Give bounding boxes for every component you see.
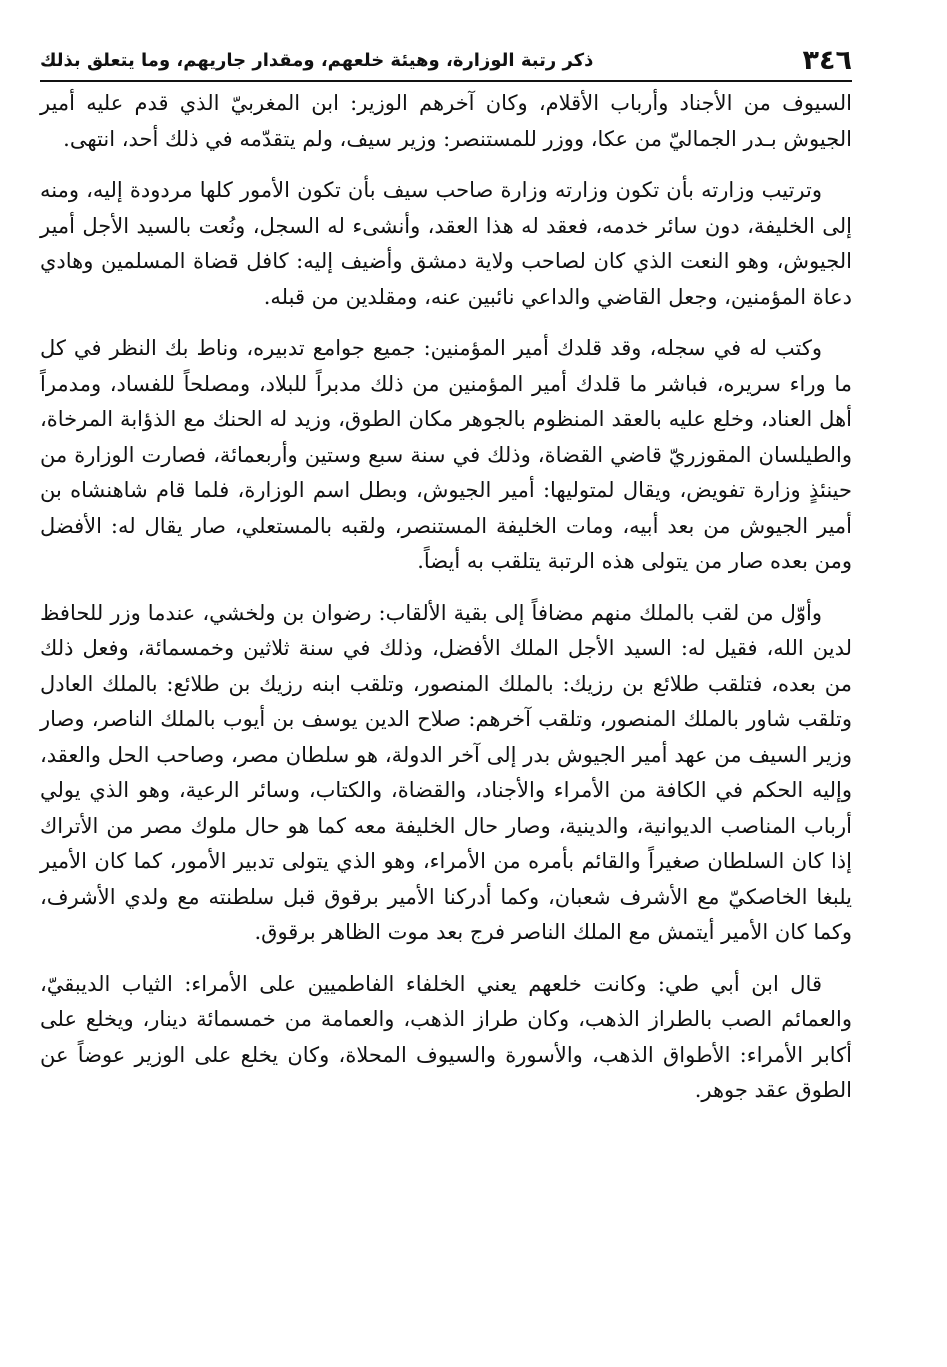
body-text [40,86,852,1109]
page-header [40,40,852,82]
running-title: ذكر رتبة الوزارة، وهيئة خلعهم، ومقدار جاريهم، وما يتعلق بذلك [40,49,594,71]
paragraph: وكتب له في سجله، وقد قلدك أمير المؤمنين: جميع جوامع تدبيره، وناط بك النظر في كل ما وراء سريره، فباشر ما قلدك أمير المؤمنين من ذلك مدبراً للبلاد، ومصلحاً للفساد، ومدمراً أهل العناد، وخلع عليه بالعقد المنظوم بالجوهر مكان الطوق، وزيد له الحنك مع الذؤابة المرخاة، والطيلسان المقوزريّ قاضي القضاة، وذلك في سنة سبع وستين وأربعمائة، فصارت الوزارة من حينئذٍ وزارة تفويض، ويقال لمتوليها: أمير الجيوش، وبطل اسم الوزارة، فلما قام شاهنشاه بن أمير الجيوش من بعد أبيه، ومات الخليفة المستنصر، ولقبه بالمستعلي، صار يقال له: الأفضل ومن بعده صار من يتولى هذه الرتبة يتلقب به أيضاً. [40,336,852,573]
paragraph: وترتيب وزارته بأن تكون وزارته وزارة صاحب سيف بأن تكون الأمور كلها مردودة إليه، ومنه إلى الخليفة، دون سائر خدمه، فعقد له هذا العقد، وأنشىء له السجل، ونُعت بالسيد الأجل أمير الجيوش، وهو النعت الذي كان لصاحب ولاية دمشق وأضيف إليه: كافل قضاة المسلمين وهادي دعاة المؤمنين، وجعل القاضي والداعي نائبين عنه، ومقلدين من قبله. [40,178,852,309]
paragraph: السيوف من الأجناد وأرباب الأقلام، وكان آخرهم الوزير: ابن المغربيّ الذي قدم عليه أمير الجيوش بـدر الجماليّ من عكا، ووزر للمستنصر: وزير سيف، ولم يتقدّمه في ذلك أحد، انتهى. [40,91,852,151]
paragraph: قال ابن أبي طي: وكانت خلعهم يعني الخلفاء الفاطميين على الأمراء: الثياب الديبقيّ، والعمائم الصب بالطراز الذهب، وكان طراز الذهب، والعمامة من خمسمائة دينار، ويخلع على أكابر الأمراء: الأطواق الذهب، والأسورة والسيوف المحلاة، وكان يخلع على الوزير عوضاً عن الطوق عقد جوهر. [40,971,852,1102]
paragraph: وأوّل من لقب بالملك منهم مضافاً إلى بقية الألقاب: رضوان بن ولخشي، عندما وزر للحافظ لدين الله، فقيل له: السيد الأجل الملك الأفضل، وذلك في سنة ثلاثين وخمسمائة، وفعل ذلك من بعده، فتلقب طلائع بن رزيك: بالملك المنصور، وتلقب ابنه رزيك بن طلائع: بالملك العادل وتلقب شاور بالملك المنصور، وتلقب آخرهم: صلاح الدين يوسف بن أيوب بالملك الناصر، وصار وزير السيف من عهد أمير الجيوش بدر إلى آخر الدولة، هو سلطان مصر، وصاحب الحل والعقد، وإليه الحكم في الكافة من الأمراء والأجناد، والقضاة، والكتاب، وسائر الرعية، وهو الذي يولي أرباب المناصب الديوانية، والدينية، وصار حال الخليفة معه كما هو حال ملوك مصر من الأتراك إذا كان السلطان صغيراً والقائم بأمره من الأمراء، وهو الذي يتولى تدبير الأمور، كما كان الأمير يلبغا الخاصكيّ مع الأشرف شعبان، وكما أدركنا الأمير برقوق قبل سلطنته مع ولدي الأشرف، وكما كان الأمير أيتمش مع الملك الناصر فرج بعد موت الظاهر برقوق. [40,600,852,944]
page-number: ٣٤٦ [802,44,852,76]
